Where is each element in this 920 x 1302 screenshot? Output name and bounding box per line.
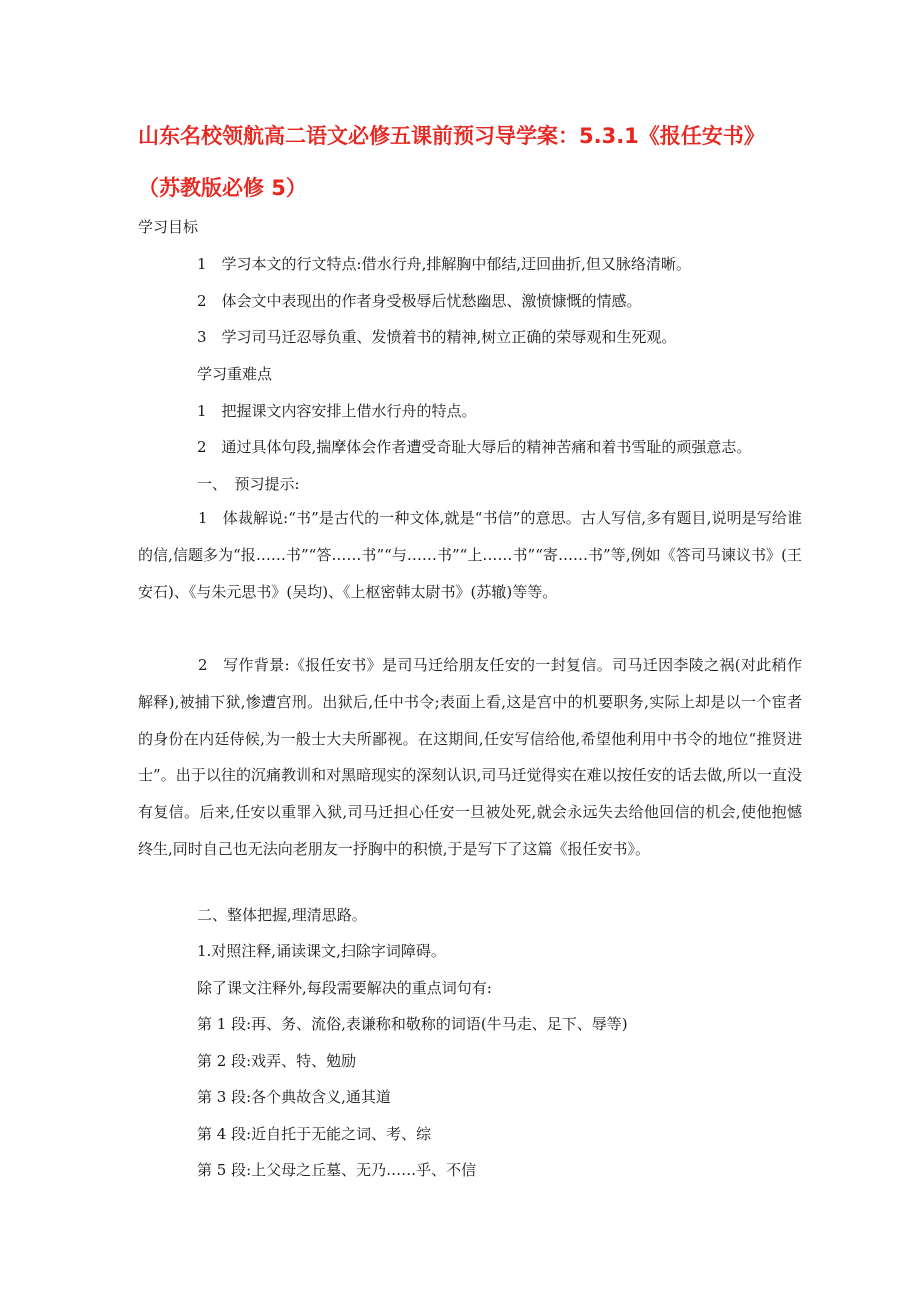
keypoint-item: 2 通过具体句段,揣摩体会作者遭受奇耻大辱后的精神苦痛和着书雪耻的顽强意志。 <box>197 438 752 456</box>
step-1-note: 除了课文注释外,每段需要解决的重点词句有: <box>197 979 492 997</box>
keypoints-heading: 学习重难点 <box>197 365 273 383</box>
preview-background-paragraph: 2 写作背景:《报任安书》是司马迁给朋友任安的一封复信。司马迁因李陵之祸(对此稍作解释),被捕下狱,惨遭宫刑。出狱后,任中书令;表面上看,这是宫中的机要职务,实际上却是以一个宦者的身份在内廷侍候,为一般士大夫所鄙视。在这期间,任安写信给他,希望他利用中书令的地位“推贤进士”。出于以往的沉痛教训和对黑暗现实的深刻认识,司马迁觉得实在难以按任安的话去做,所以一直没有复信。后来,任安以重罪入狱,司马迁担心任安一旦被处死,就会永远失去给他回信的机会,使他抱憾终生,同时自己也无法向老朋友一抒胸中的积愤,于是写下了这篇《报任安书》。 <box>138 656 802 858</box>
paragraph-item: 第 5 段:上父母之丘墓、无乃……乎、不信 <box>197 1161 477 1179</box>
step-1: 1.对照注释,诵读课文,扫除字词障碍。 <box>197 942 446 960</box>
paragraph-item: 第 4 段:近自托于无能之词、考、综 <box>197 1125 432 1143</box>
paragraph-item: 第 3 段:各个典故含义,通其道 <box>197 1088 391 1106</box>
overall-heading: 二、整体把握,理清思路。 <box>197 906 367 924</box>
objectives-heading: 学习目标 <box>138 218 199 236</box>
document-subtitle: （苏教版必修 5） <box>138 176 307 200</box>
objective-item: 2 体会文中表现出的作者身受极辱后忧愁幽思、激愤慷慨的情感。 <box>197 292 642 310</box>
objective-item: 3 学习司马迁忍辱负重、发愤着书的精神,树立正确的荣辱观和生死观。 <box>197 328 677 346</box>
objective-item: 1 学习本文的行文特点:借水行舟,排解胸中郁结,迂回曲折,但又脉络清晰。 <box>197 255 691 273</box>
paragraph-item: 第 2 段:戏弄、特、勉励 <box>197 1052 357 1070</box>
preview-heading: 一、 预习提示: <box>197 475 300 493</box>
paragraph-item: 第 1 段:再、务、流俗,表谦称和敬称的词语(牛马走、足下、辱等) <box>197 1015 628 1033</box>
keypoint-item: 1 把握课文内容安排上借水行舟的特点。 <box>197 402 477 420</box>
document-title: 山东名校领航高二语文必修五课前预习导学案：5.3.1《报任安书》 <box>138 124 765 148</box>
preview-genre-paragraph: 1 体裁解说:“书”是古代的一种文体,就是“书信”的意思。古人写信,多有题目,说明是写给谁的信,信题多为“报……书”“答……书”“与……书”“上……书”“寄……书”等,例如《答司马谏议书》(王安石)、《与朱元思书》(吴均)、《上枢密韩太尉书》(苏辙)等等。 <box>138 509 802 601</box>
